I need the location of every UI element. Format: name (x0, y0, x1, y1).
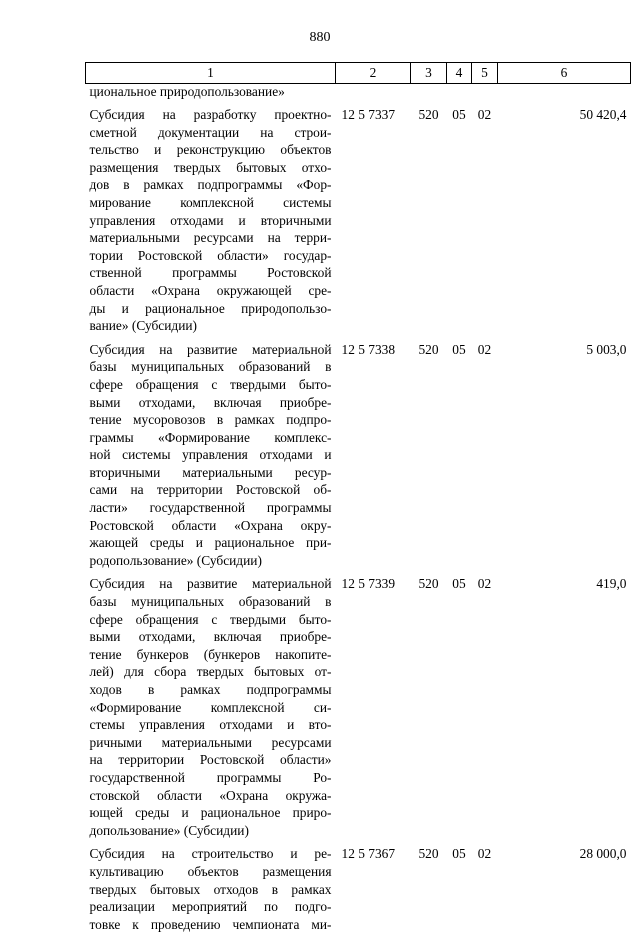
row-col-4: 05 (447, 845, 472, 933)
row-col-3: 520 (411, 845, 447, 933)
description-line: ходов в рамках подпрограммы (90, 681, 332, 699)
header-col-3: 3 (411, 63, 447, 84)
description-line: реализации мероприятий по подго- (90, 898, 332, 916)
continuation-text: циональное природопользование» (86, 84, 631, 101)
description-line: на территории Ростовской области» (90, 751, 332, 769)
row-amount: 50 420,4 (498, 106, 631, 335)
row-col-3: 520 (411, 106, 447, 335)
header-col-6: 6 (498, 63, 631, 84)
header-col-1: 1 (86, 63, 336, 84)
table-row (86, 341, 631, 570)
row-col-5: 02 (472, 575, 498, 839)
description-line: «Формирование комплексной си- (90, 699, 332, 717)
row-col-5: 02 (472, 341, 498, 570)
header-col-2: 2 (336, 63, 411, 84)
description-line: сами на территории Ростовской об- (90, 481, 332, 499)
description-line: стовской области «Охрана окружа- (90, 787, 332, 805)
description-line: Субсидия на развитие материальной (90, 575, 332, 593)
description-line: ющей среды и рациональное приро- (90, 804, 332, 822)
description-line: мирование комплексной системы (90, 194, 332, 212)
description-line: ласти» государственной программы (90, 499, 332, 517)
description-line: государственной программы Ро- (90, 769, 332, 787)
row-code: 12 5 7339 (336, 575, 411, 839)
row-col-4: 05 (447, 575, 472, 839)
row-description (86, 845, 336, 933)
continuation-row (86, 84, 631, 101)
description-line: сфере обращения с твердыми быто- (90, 611, 332, 629)
description-line: ды и рациональное природопользо- (90, 300, 332, 318)
description-line: ной системы управления отходами и (90, 446, 332, 464)
row-amount: 28 000,0 (498, 845, 631, 933)
description-line: дов в рамках подпрограммы «Фор- (90, 176, 332, 194)
table-body (86, 84, 631, 933)
description-line: культивацию объектов размещения (90, 863, 332, 881)
description-line: допользование» (Субсидии) (90, 822, 332, 840)
description-line: товке к проведению чемпионата ми- (90, 916, 332, 933)
header-col-5: 5 (472, 63, 498, 84)
row-code: 12 5 7367 (336, 845, 411, 933)
budget-table (85, 62, 631, 933)
row-description (86, 106, 336, 335)
row-col-3: 520 (411, 341, 447, 570)
description-line: ричными материальными ресурсами (90, 734, 332, 752)
description-line: управления отходами и вторичными (90, 212, 332, 230)
description-line: тение мусоровозов в рамках подпро- (90, 411, 332, 429)
header-col-4: 4 (447, 63, 472, 84)
description-line: выми отходами, включая приобре- (90, 394, 332, 412)
row-description (86, 575, 336, 839)
row-amount: 419,0 (498, 575, 631, 839)
description-line: вание» (Субсидии) (90, 317, 332, 335)
table-header (86, 63, 631, 84)
row-amount: 5 003,0 (498, 341, 631, 570)
description-line: стемы управления отходами и вто- (90, 716, 332, 734)
description-line: Субсидия на развитие материальной (90, 341, 332, 359)
description-line: тельство и реконструкцию объектов (90, 141, 332, 159)
description-line: Ростовской области «Охрана окру- (90, 517, 332, 535)
description-line: родопользование» (Субсидии) (90, 552, 332, 570)
description-line: тории Ростовской области» государ- (90, 247, 332, 265)
description-line: сфере обращения с твердыми быто- (90, 376, 332, 394)
table-row (86, 575, 631, 839)
row-col-5: 02 (472, 845, 498, 933)
row-code: 12 5 7338 (336, 341, 411, 570)
description-line: твердых бытовых отходов в рамках (90, 881, 332, 899)
row-col-4: 05 (447, 106, 472, 335)
description-line: ственной программы Ростовской (90, 264, 332, 282)
row-col-3: 520 (411, 575, 447, 839)
description-line: тение бункеров (бункеров накопите- (90, 646, 332, 664)
description-line: базы муниципальных образований в (90, 358, 332, 376)
page-number: 880 (0, 30, 640, 46)
description-line: выми отходами, включая приобре- (90, 628, 332, 646)
description-line: Субсидия на разработку проектно- (90, 106, 332, 124)
description-line: жающей среды и рациональное при- (90, 534, 332, 552)
table-row (86, 845, 631, 933)
description-line: размещения твердых бытовых отхо- (90, 159, 332, 177)
row-col-4: 05 (447, 341, 472, 570)
description-line: базы муниципальных образований в (90, 593, 332, 611)
description-line: материальными ресурсами на терри- (90, 229, 332, 247)
row-col-5: 02 (472, 106, 498, 335)
description-line: граммы «Формирование комплекс- (90, 429, 332, 447)
description-line: лей) для сбора твердых бытовых от- (90, 663, 332, 681)
description-line: вторичными материальными ресур- (90, 464, 332, 482)
row-code: 12 5 7337 (336, 106, 411, 335)
table-row (86, 106, 631, 335)
description-line: сметной документации на строи- (90, 124, 332, 142)
description-line: области «Охрана окружающей сре- (90, 282, 332, 300)
description-line: Субсидия на строительство и ре- (90, 845, 332, 863)
row-description (86, 341, 336, 570)
